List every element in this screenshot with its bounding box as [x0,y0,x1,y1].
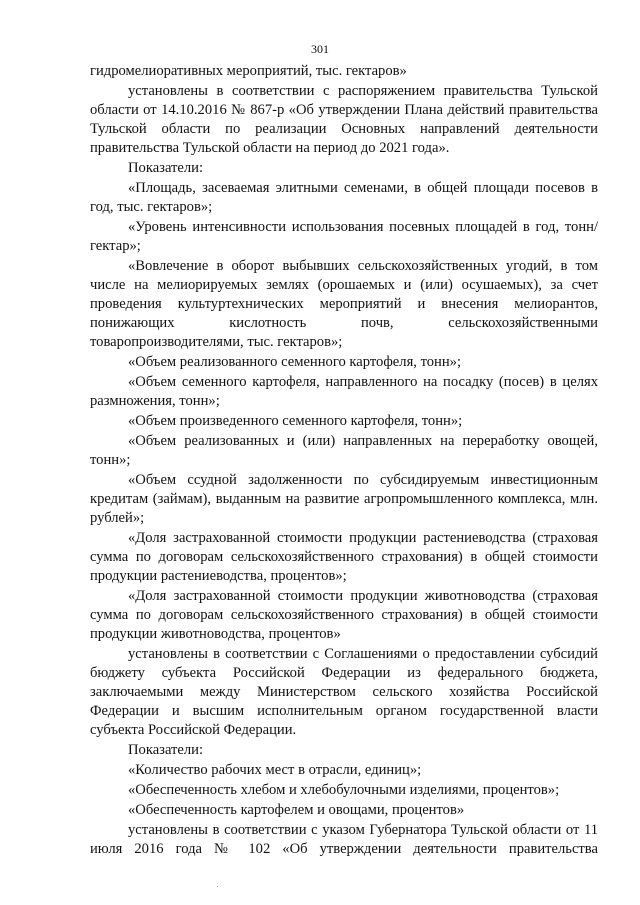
paragraph: «Объем реализованного семенного картофеля, тонн»; [128,354,462,370]
paragraph: установлены в соответствии с Соглашениями о предоставлении субсидий бюджету субъекта Российской Федерации из федерального бюджета, заключаемыми между Министерством сельского хозяйства Российской Федерации и высшим исполнительным органом государственной власти субъекта Российской Федерации. [90,646,598,738]
paragraph: «Уровень интенсивности использования посевных площадей в год, тонн/гектар»; [90,219,598,254]
paragraph: «Площадь, засеваемая элитными семенами, в общей площади посевов в год, тыс. гектаров»; [90,180,598,215]
document-body [90,62,598,860]
paragraph: установлены в соответствии с распоряжением правительства Тульской области от 14.10.2016 № 867-р «Об утверждении Плана действий правительства Тульской области по реализации Основных направлений деятельности правительства Тульской области на период до 2021 года». [90,83,598,156]
paragraph: Показатели: [128,160,204,176]
paragraph: установлены в соответствии с указом Губернатора Тульской области от 11 июля 2016 года № 102 «Об утверждении деятельности правительства [90,822,598,857]
paragraph: Показатели: [128,742,204,758]
paragraph: «Количество рабочих мест в отрасли, единиц»; [128,762,422,778]
paragraph: «Обеспеченность картофелем и овощами, процентов» [128,802,465,818]
paragraph: «Объем семенного картофеля, направленного на посадку (посев) в целях размножения, тонн»; [90,374,598,409]
paragraph: «Объем ссудной задолженности по субсидируемым инвестиционным кредитам (займам), выданным на развитие агропромышленного комплекса, млн. рублей»; [90,472,598,526]
paragraph: «Объем реализованных и (или) направленных на переработку овощей, тонн»; [90,433,598,468]
paragraph: «Обеспеченность хлебом и хлебобулочными изделиями, процентов»; [128,782,560,798]
scan-speck [217,886,218,887]
paragraph: «Доля застрахованной стоимости продукции животноводства (страховая сумма по договорам сельскохозяйственного страхования) в общей стоимости продукции животноводства, процентов» [90,588,598,642]
paragraph: «Объем произведенного семенного картофеля, тонн»; [128,413,463,429]
page-number: 301 [311,42,329,56]
paragraph: гидромелиоративных мероприятий, тыс. гектаров» [90,63,407,79]
paragraph: «Вовлечение в оборот выбывших сельскохозяйственных угодий, в том числе на мелиорируемых землях (орошаемых и (или) осушаемых), за счет проведения культуртехнических мероприятий и внесения мелиорантов, понижающих кислотность почв, сельскохозяйственными товаропроизводителями, тыс. гектаров»; [90,258,598,350]
paragraph: «Доля застрахованной стоимости продукции растениеводства (страховая сумма по договорам сельскохозяйственного страхования) в общей стоимости продукции растениеводства, процентов»; [90,530,598,584]
